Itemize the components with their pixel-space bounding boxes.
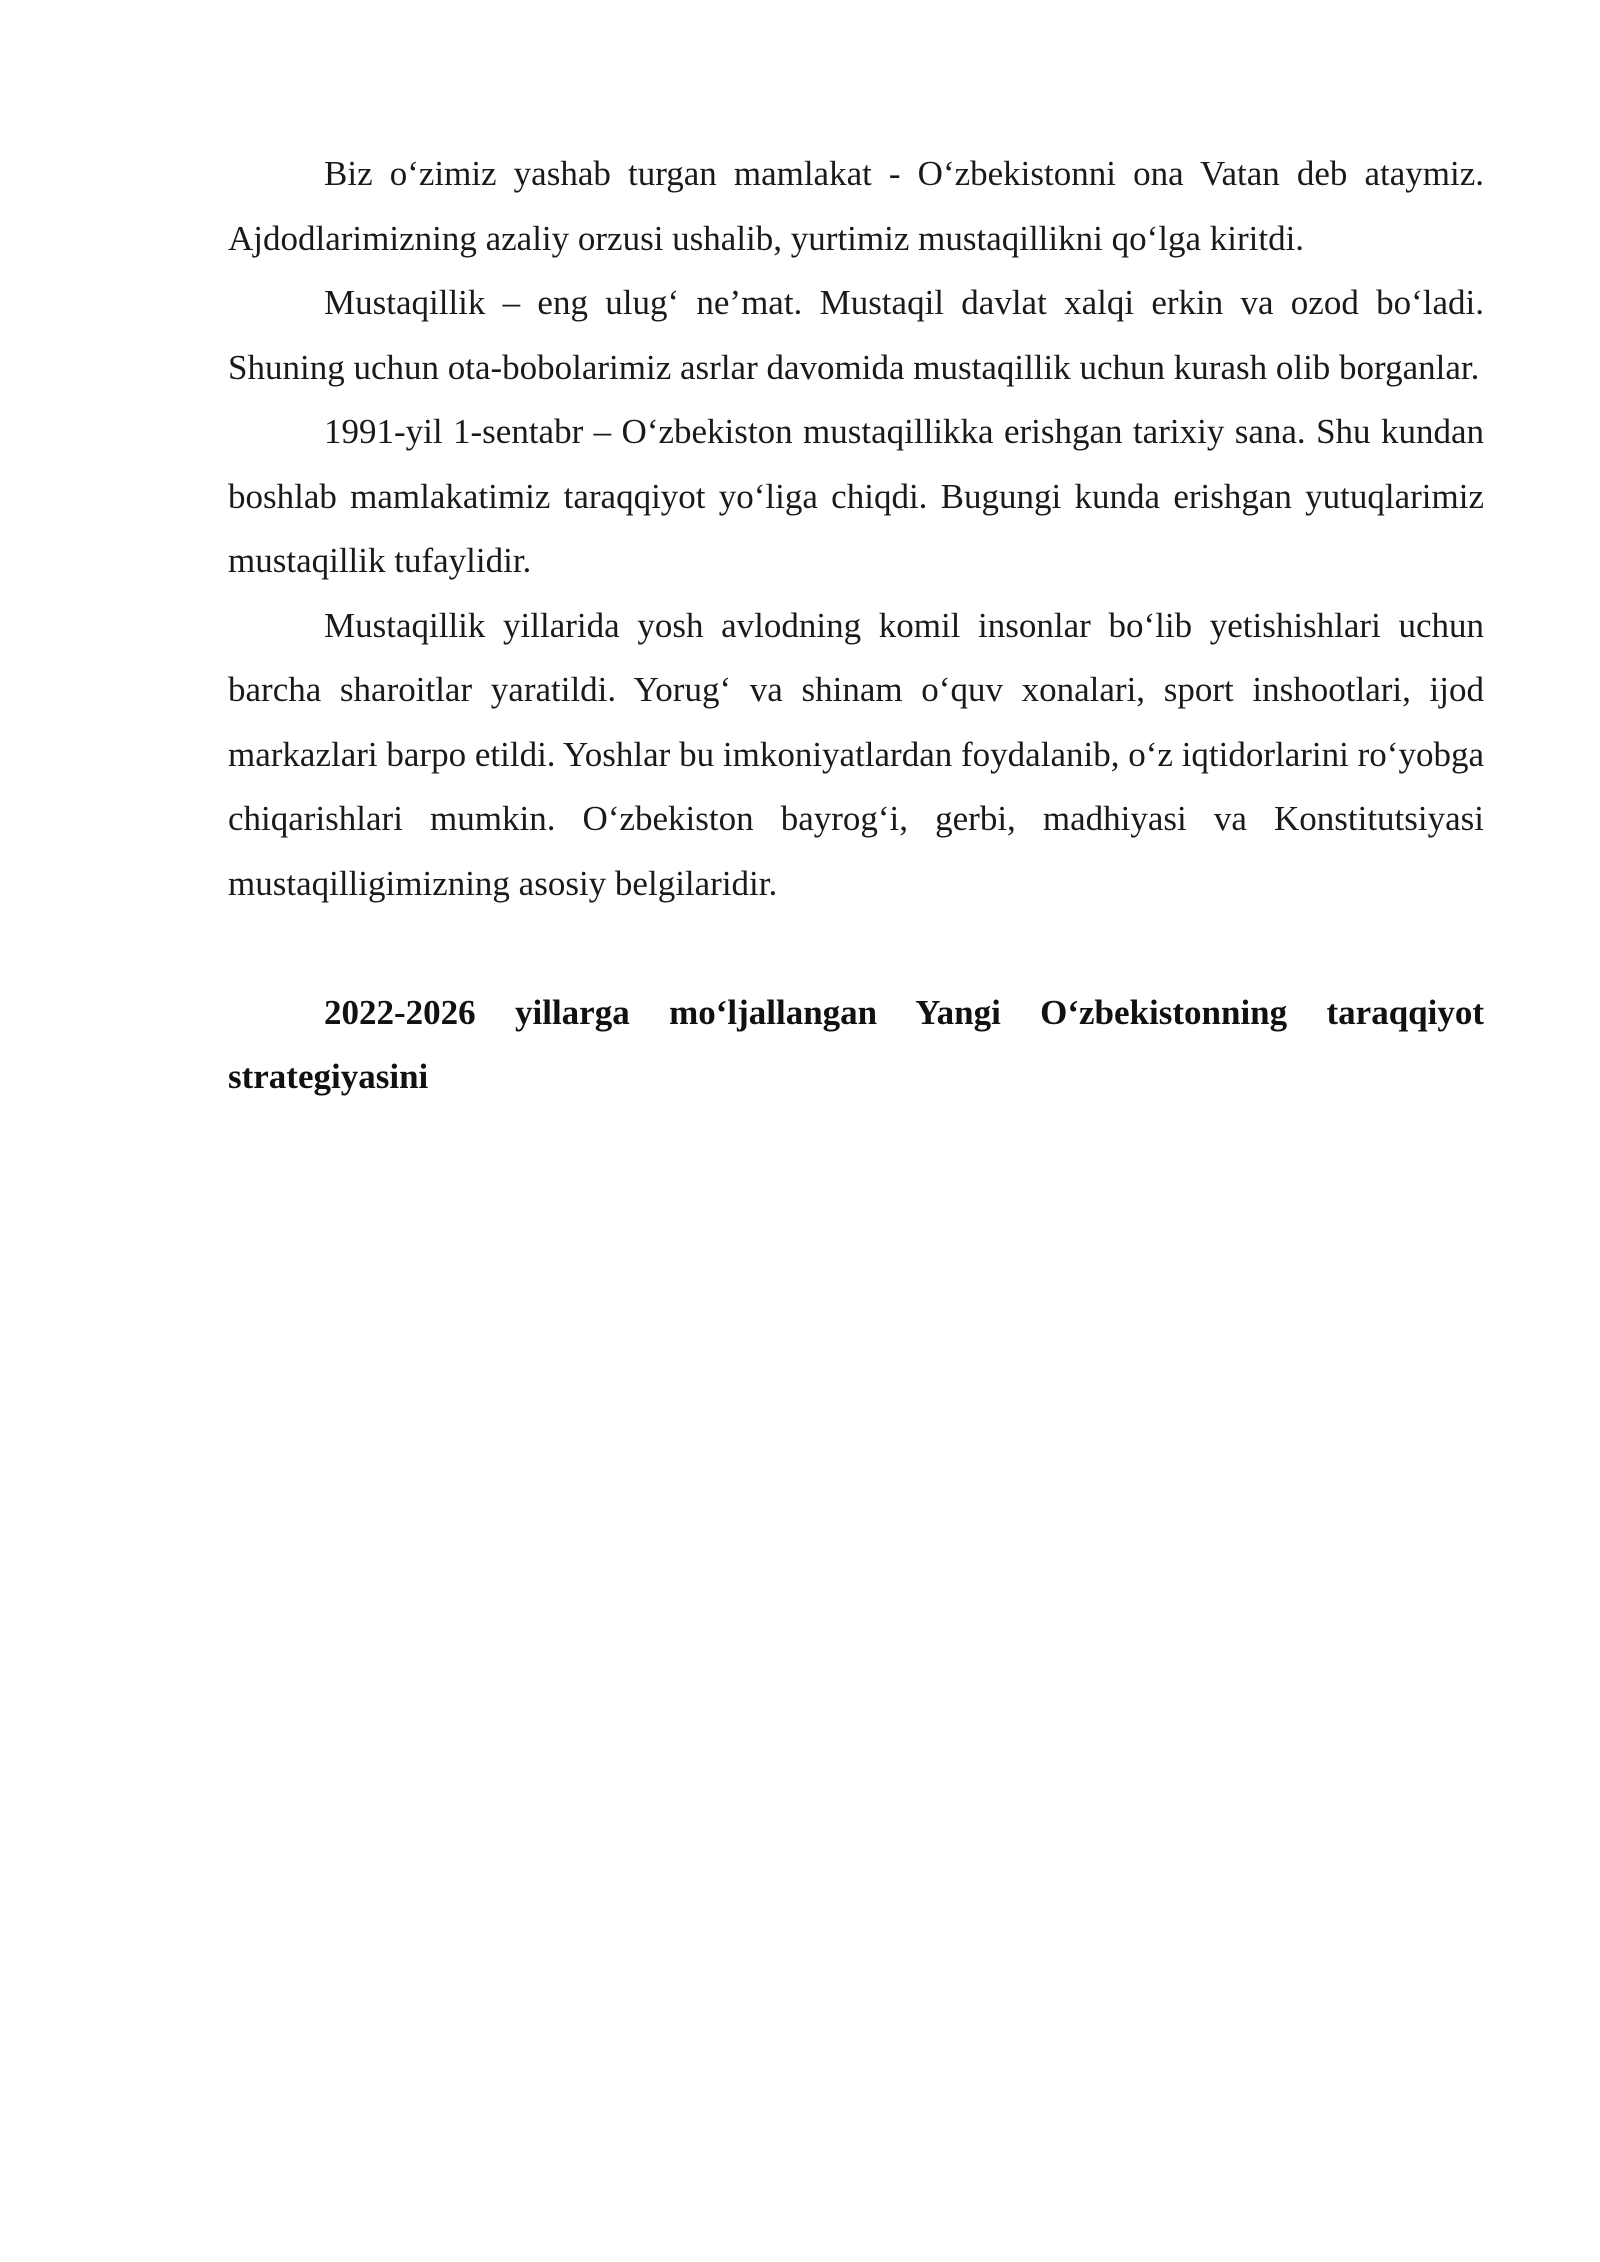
document-body (228, 142, 1484, 1110)
paragraph-independence-blessing: Mustaqillik – eng ulug‘ ne’mat. Mustaqil davlat xalqi erkin va ozod bo‘ladi. Shuning uchun ota-bobolarimiz asrlar davomida mustaqillik uchun kurash olib borganlar. (228, 283, 1484, 387)
paragraph-spacer (228, 916, 1484, 981)
paragraph-youth-conditions: Mustaqillik yillarida yosh avlodning komil insonlar bo‘lib yetishishlari uchun barcha sharoitlar yaratildi. Yorug‘ va shinam o‘quv xonalari, sport inshootlari, ijod markazlari barpo etildi. Yoshlar bu imkoniyatlardan foydalanib, o‘z iqtidorlarini ro‘yobga chiqarishlari mumkin. O‘zbekiston bayrog‘i, gerbi, madhiyasi va Konstitutsiyasi mustaqilligimizning asosiy belgilaridir. (228, 605, 1484, 903)
section-heading: 2022-2026 yillarga mo‘ljallangan Yangi O‘zbekistonning taraqqiyot strategiyasini (228, 992, 1484, 1096)
paragraph-independence-date: 1991-yil 1-sentabr – O‘zbekiston mustaqillikka erishgan tarixiy sana. Shu kundan boshlab mamlakatimiz taraqqiyot yo‘liga chiqdi. Bugungi kunda erishgan yutuqlarimiz mustaqillik tufaylidir. (228, 412, 1484, 580)
paragraph-intro: Biz o‘zimiz yashab turgan mamlakat - O‘zbekistonni ona Vatan deb ataymiz. Ajdodlarimizning azaliy orzusi ushalib, yurtimiz mustaqillikni qo‘lga kiritdi. (228, 154, 1484, 258)
